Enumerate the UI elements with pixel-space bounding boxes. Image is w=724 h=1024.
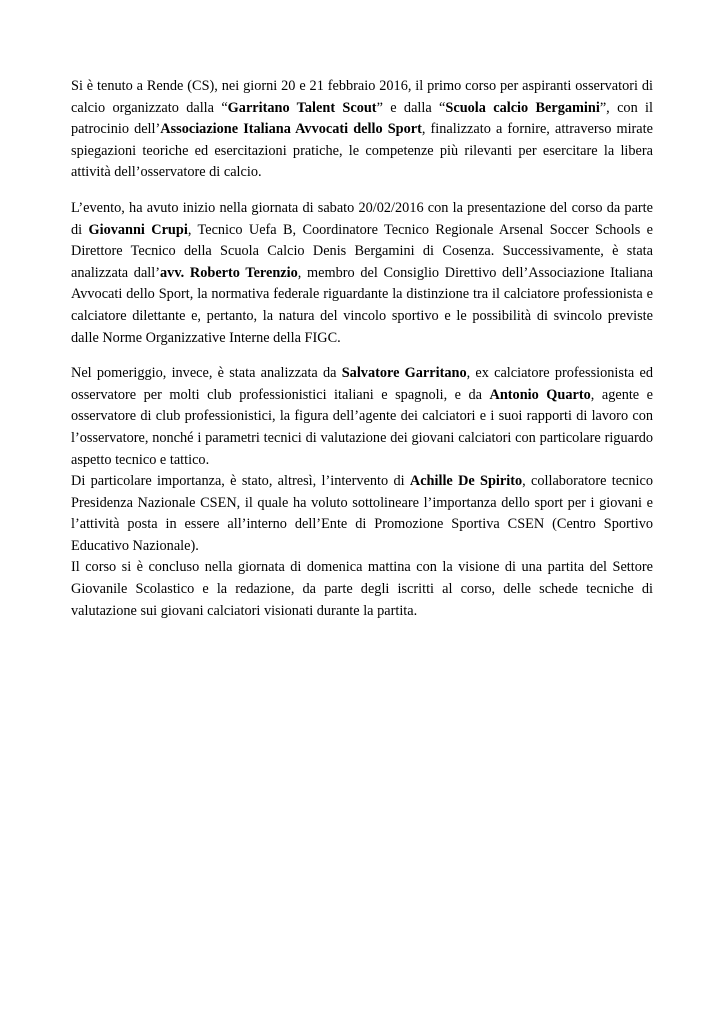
- bold-roberto-terenzio: avv. Roberto Terenzio: [160, 264, 298, 281]
- bold-giovanni-crupi: Giovanni Crupi: [88, 221, 188, 238]
- bold-associazione-avvocati-sport: Associazione Italiana Avvocati dello Sport: [160, 121, 422, 138]
- bold-salvatore-garritano: Salvatore Garritano: [341, 365, 467, 382]
- text-run: ”, con il patrocinio dell’: [71, 99, 653, 138]
- document-body: [71, 76, 653, 622]
- text-run: , ex calciatore professionista ed osservatore per molti club professionistici italiani e spagnoli, e da: [71, 365, 653, 403]
- text-run: , collaboratore tecnico Presidenza Nazionale CSEN, il quale ha voluto sottolineare l’importanza dello sport per i giovani e l’attività posta in essere all’interno dell’Ente di Promozione Sportiva CSEN (Centro Sportivo Educativo Nazionale).: [71, 473, 653, 554]
- text-run: Si è tenuto a Rende (CS), nei giorni 20 e 21 febbraio 2016, il primo corso per aspiranti osservatori di calcio organizzato dalla “: [71, 78, 653, 116]
- bold-achille-de-spirito: Achille De Spirito: [409, 473, 523, 490]
- text-run: , finalizzato a fornire, attraverso mirate spiegazioni teoriche ed esercitazioni pratiche, le competenze più rilevanti per esercitare la libera attività dell’osservatore di calcio.: [71, 121, 653, 181]
- paragraph-spacer: [71, 349, 653, 363]
- bold-garritano-talent-scout: Garritano Talent Scout: [227, 99, 377, 116]
- paragraph-intervention: [71, 471, 653, 557]
- text-run: , membro del Consiglio Direttivo dell’Associazione Italiana Avvocati dello Sport, la normativa federale riguardante la distinzione tra il calciatore professionista e calciatore dilettante e, pertanto, la natura del vincolo sportivo e le possibilità di svincolo previste dalle Norme Organizzative Interne della FIGC.: [71, 264, 653, 346]
- paragraph-event: [71, 198, 653, 349]
- text-run: Il corso si è concluso nella giornata di domenica mattina con la visione di una partita del Settore Giovanile Scolastico e la redazione, da parte degli iscritti al corso, delle schede tecniche di valutazione sui giovani calciatori visionati durante la partita.: [71, 559, 653, 619]
- text-run: ” e dalla “: [376, 99, 446, 116]
- text-run: Nel pomeriggio, invece, è stata analizzata da: [71, 365, 342, 382]
- paragraph-conclusion: [71, 557, 653, 622]
- paragraph-afternoon: [71, 363, 653, 471]
- text-run: , agente e osservatore di club professionistici, la figura dell’agente dei calciatori e i suoi rapporti di lavoro con l’osservatore, nonché i parametri tecnici di valutazione dei giovani calciatori con particolare riguardo aspetto tecnico e tattico.: [71, 386, 654, 468]
- bold-scuola-calcio-bergamini: Scuola calcio Bergamini: [445, 99, 600, 116]
- paragraph-intro: [71, 76, 653, 184]
- paragraph-spacer: [71, 184, 653, 198]
- text-run: , Tecnico Uefa B, Coordinatore Tecnico Regionale Arsenal Soccer Schools e Direttore Tecnico della Scuola Calcio Denis Bergamini di Cosenza. Successivamente, è stata analizzata dall’: [71, 221, 653, 281]
- text-run: L’evento, ha avuto inizio nella giornata di sabato 20/02/2016 con la presentazione del corso da parte di: [71, 199, 653, 238]
- bold-antonio-quarto: Antonio Quarto: [489, 386, 591, 403]
- text-run: Di particolare importanza, è stato, altresì, l’intervento di: [71, 473, 410, 490]
